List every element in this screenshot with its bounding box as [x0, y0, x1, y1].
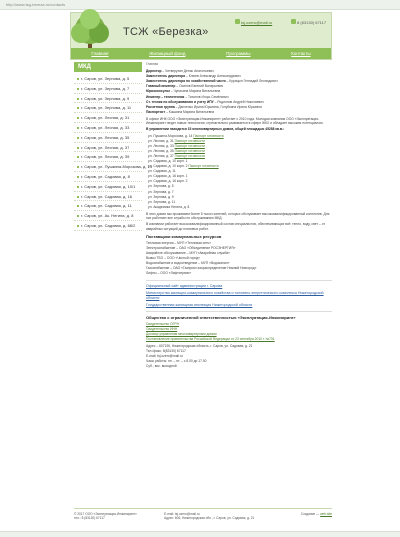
sidebar-item[interactable] — [74, 84, 142, 94]
staff-name: – Кошкина Марина Витальевна — [165, 109, 215, 114]
breadcrumb[interactable]: Главная — [146, 62, 159, 66]
contact-line: E-mail: tsj.ozero@mail.ru — [146, 354, 183, 359]
suppliers-title: Поставщики коммунальных ресурсов — [146, 233, 222, 239]
staff-name: – Чупахина Марина Витальевна — [169, 89, 221, 94]
nav-programs[interactable]: Программы — [226, 51, 251, 56]
address-text[interactable]: http://www.tsg-bereza.ru/contacts — [6, 2, 66, 7]
supplier-row: Тепловая энергия – МУП «Тепловая сеть» — [146, 240, 212, 245]
sidebar-item[interactable] — [74, 143, 142, 153]
contact-line: Адрес – 607190, Нижегородская область, г. Саров, ул. Садовая, д. 21 — [146, 343, 253, 348]
sidebar-item-label: г. Саров, ул. Пушкина-Морозова, д. 14 — [81, 164, 153, 170]
staff-role: Главный инженер — [146, 84, 176, 89]
sidebar-item[interactable] — [74, 103, 142, 113]
bullet-icon — [77, 117, 79, 119]
footer-contacts — [164, 512, 254, 520]
footer-copyright — [74, 512, 137, 520]
staff-role: Заместитель директора по хозяйственной части — [146, 79, 226, 84]
nav-main[interactable]: Главная — [91, 51, 109, 56]
sidebar-item-label: г. Саров, ул. Лесная, д. 35 — [81, 134, 130, 140]
sidebar-item[interactable] — [74, 192, 142, 202]
sidebar-item-label: г. Саров, ул. Садовая, д. 10/1 — [81, 183, 136, 189]
sidebar-item[interactable] — [74, 201, 142, 211]
house-passport-link[interactable]: Паспорт готовности — [174, 148, 205, 153]
house-address: ул. Лесная, д. 31 — [148, 138, 174, 143]
sidebar-item[interactable] — [74, 172, 142, 182]
staff-name: – Осипов Евгений Валерьевич — [175, 84, 224, 89]
staff-role: Ст. техник по обслуживанию и учету ИПУ — [146, 99, 214, 104]
contact-line: Тел./факс: 8(83130) 67117 — [146, 349, 186, 354]
house-address: ул. Пушкина-Морозова, д. 14 — [148, 133, 193, 138]
staff-role: Юрисконсульт — [146, 89, 170, 94]
credits-link[interactable]: web-site — [320, 512, 332, 516]
house-address: ул. Зернова, д. 7 — [148, 189, 174, 194]
bullet-icon — [77, 88, 79, 90]
sidebar-item[interactable] — [74, 94, 142, 104]
staff-name: – Клюев Александр Александрович — [185, 74, 241, 79]
staff-row — [146, 110, 332, 115]
sidebar-item-label: г. Саров, ул. Лесная, д. 39 — [81, 154, 130, 160]
house-address: ул. Зернова, д. 5 — [148, 184, 174, 189]
bullet-icon — [77, 147, 79, 149]
external-link[interactable]: Министерство жилищно-коммунального хозяйства и топливно-энергетического комплекса Нижегородской области — [146, 290, 324, 300]
management-title: В управлении находится 15 многоквартирных домов, общей площадью 45288 кв.м.: — [146, 127, 285, 132]
staff-role: Расчетная группа — [146, 104, 175, 109]
main-content — [146, 62, 332, 369]
bullet-icon — [77, 137, 79, 139]
staff-name: – Тихонов Игорь Семёнович — [184, 94, 229, 99]
staff-name: – Родионов Андрей Николаевич — [213, 99, 264, 104]
bullet-icon — [77, 98, 79, 100]
sidebar-item[interactable] — [74, 182, 142, 192]
bullet-icon — [77, 205, 79, 207]
bullet-icon — [77, 127, 79, 129]
house-address: ул. Академика Негина, д. 8 — [148, 204, 190, 209]
document-link[interactable]: Свидетельство ИНН — [146, 326, 178, 331]
sidebar-item[interactable] — [74, 113, 142, 123]
sidebar-item-label: г. Саров, ул. Лесная, д. 31 — [81, 115, 130, 121]
contact-line: Часы работы: пн. – пт. – с 8.00 до 17.00 — [146, 359, 207, 364]
divider — [146, 311, 332, 312]
sidebar-item-label: г. Саров, ул. Лесная, д. 33 — [81, 124, 130, 130]
mail-icon — [235, 19, 240, 24]
staff-name: – Четверухин Денис Анатольевич — [161, 69, 214, 74]
house-address: ул. Садовая, д. 10 корп. 1 — [148, 159, 188, 164]
bullet-icon — [77, 166, 79, 168]
supplier-row: Газоснабжение – ОАО «Газпром газораспределение Нижний Новгород» — [146, 266, 257, 271]
house-address: ул. Садовая, д. 16 корп. 2 — [148, 179, 188, 184]
contact-line: Суб., вос. выходной — [146, 364, 177, 369]
sidebar-item-label: г. Саров, ул. Ак. Негина, д. 8 — [81, 213, 134, 219]
house-address: ул. Садовая, д. 16 корп. 1 — [148, 174, 188, 179]
bullet-icon — [77, 186, 79, 188]
sidebar-item-label: г. Саров, ул. Зернова, д. 5 — [81, 76, 130, 81]
staff-list — [146, 69, 332, 115]
document-link[interactable]: Договор управления многоквартирным домом — [146, 331, 217, 336]
bullet-icon — [77, 225, 79, 227]
bullet-icon — [77, 107, 79, 109]
staff-role: Директор — [146, 69, 162, 74]
sidebar-heading: МКД — [74, 62, 142, 72]
staff-role: Паспортист — [146, 109, 166, 114]
staff-name: – Данченко Ирина Юрьевна, Голубкина Ирина Юрьевна — [174, 104, 262, 109]
site-title: ТСЖ «Березка» — [123, 26, 209, 38]
house-address: ул. Садовая, д. 11 — [148, 169, 176, 174]
footer-email[interactable]: E-mail: tsj.ozero@mail.ru — [164, 512, 200, 516]
house-passport-link[interactable]: Паспорт готовности — [188, 164, 219, 169]
sidebar-item[interactable] — [74, 162, 153, 172]
bullet-icon — [77, 215, 79, 217]
house-passport-link[interactable]: Паспорт готовности — [193, 133, 224, 138]
document-link[interactable]: Постановление правительства Российской Федерации от 23 сентября 2010 г. №731 — [146, 336, 275, 341]
sidebar-item-label: г. Саров, ул. Лесная, д. 37 — [81, 144, 130, 150]
sidebar-item[interactable] — [74, 123, 142, 133]
house-address: ул. Зернова, д. 9 — [148, 194, 174, 199]
documents-list — [146, 322, 332, 342]
sidebar-list — [74, 74, 153, 231]
house-address: ул. Лесная, д. 33 — [148, 143, 174, 148]
supplier-row: Вывоз ТБО – ООО «Чистый город» — [146, 256, 200, 261]
staff-role: Инженер – теплотехник — [146, 94, 185, 99]
browser-bar — [0, 0, 400, 10]
bullet-icon — [77, 196, 79, 198]
sidebar-item[interactable] — [74, 221, 142, 231]
house-address: ул. Зернова, д. 11 — [148, 199, 176, 204]
sidebar-item-label: г. Саров, ул. Зернова, д. 9 — [81, 95, 130, 101]
footer-phone: тел.: 8 (83130) 67117 — [74, 516, 105, 521]
main-nav — [71, 48, 331, 59]
house-passport-link[interactable]: Паспорт готовности — [174, 143, 205, 148]
staff-name: – Курицын Геннадий Леонидович — [225, 79, 278, 84]
contacts-block — [146, 344, 332, 369]
supplier-row: Электроснабжение – ОАО «Объединение РОСЭНЕРГИЯ» — [146, 245, 236, 250]
sidebar-item-label: г. Саров, ул. Зернова, д. 7 — [81, 85, 130, 91]
sidebar-item-label: г. Саров, ул. Садовая, д. 11 — [81, 203, 132, 209]
credits-label: Создание — — [300, 512, 321, 516]
residents-text: В этих домах мы проживаем более 5 тысяч жителей, которых обслуживает высококвалифицированный коллектив. Для них работают все службы по обслуживанию МКД. — [146, 211, 330, 221]
nav-housing[interactable]: Жилищный фонд — [149, 51, 186, 56]
sidebar-item-label: г. Саров, ул. Зернова, д. 11 — [81, 105, 132, 111]
footer-address: Адрес: 606, Нижегородская обл., г. Саров, ул. Садовая, д. 21 — [164, 516, 255, 521]
staff-text: В компании работает высококвалифицированный состав специалистов, обеспечивающих всё: тепло, воду, свет – от аварийных ситуаций до плановых работ. — [146, 222, 325, 231]
house-address: ул. Лесная, д. 37 — [148, 153, 174, 158]
external-link[interactable]: Государственная жилищная инспекция Нижегородской области — [146, 302, 253, 307]
house-row — [146, 205, 332, 210]
site-header — [70, 12, 332, 60]
external-links — [146, 284, 332, 308]
bullet-icon — [77, 78, 79, 80]
supplier-row: Аварийное обслуживание – МУП «Аварийная служба» — [146, 251, 230, 256]
sidebar-item[interactable] — [74, 74, 142, 84]
browser-footer — [0, 531, 400, 537]
bullet-icon — [77, 176, 79, 178]
org-title: Общество с ограниченной ответственностью «Эксплуатация-Инжиниринг» — [146, 314, 296, 320]
intro-text: В офисе ИНК ООО «Эксплуатация-Инжиниринг» работает с 2010 года. Молодая компания ООО «Эксплуатация-Инжиниринг» ведет новые технологии, стремительно развивается в сфере ЖКХ и обладает высоким потенциалом. — [146, 116, 324, 126]
sidebar-item[interactable] — [74, 211, 142, 221]
suppliers-list — [146, 241, 332, 277]
header-email-link[interactable]: tsj.ozero@mail.ru — [241, 20, 273, 25]
bullet-icon — [77, 156, 79, 158]
copyright-text: © 2017 ООО «Эксплуатация-Инжиниринг» — [74, 512, 137, 516]
sidebar-item[interactable] — [74, 152, 142, 162]
footer-credits — [301, 512, 332, 516]
phone-icon — [291, 19, 296, 24]
document-link[interactable]: Свидетельство ОГРН — [146, 321, 180, 326]
supplier-row: Лифты – ООО «Лифтсервис» — [146, 271, 192, 276]
sidebar-item-label: г. Саров, ул. Садовая, д. 16 — [81, 193, 133, 199]
sidebar-item[interactable] — [74, 133, 142, 143]
supplier-row: Водоснабжение и водоотведение – МУП «Водоканал» — [146, 261, 230, 266]
house-address: ул. Садовая, д. 10 корп. 2 — [148, 164, 188, 169]
sidebar-item-label: г. Саров, ул. Садовая, д. 8 — [81, 173, 130, 179]
external-link[interactable]: Официальный сайт администрации г. Сарова — [146, 283, 223, 288]
site-footer — [74, 508, 332, 526]
house-passport-link[interactable]: Паспорт готовности — [174, 138, 205, 143]
divider — [146, 280, 332, 281]
house-passport-link[interactable]: Паспорт готовности — [174, 153, 205, 158]
sidebar-item-label: г. Саров, ул. Садовая, д. 68/2 — [81, 222, 136, 228]
header-phone: 8 (83130) 67117 — [297, 20, 327, 25]
house-list — [146, 134, 332, 210]
staff-role: Заместитель директора — [146, 74, 186, 79]
nav-contacts[interactable]: Контакты — [291, 51, 311, 56]
house-address: ул. Лесная, д. 35 — [148, 148, 174, 153]
